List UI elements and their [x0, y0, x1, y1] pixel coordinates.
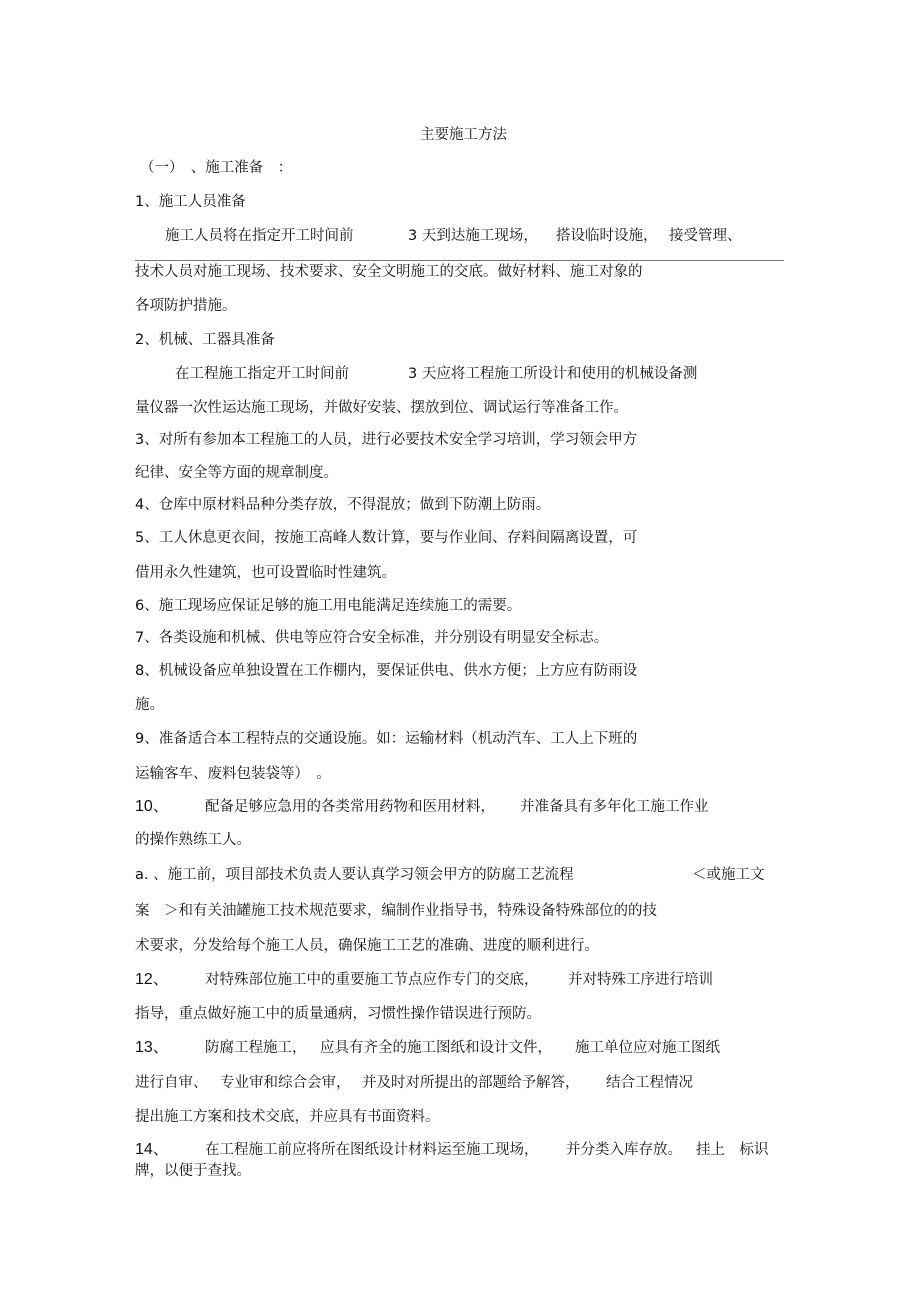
item-9-line-2: 运输客车、废料包装袋等） 。 — [135, 766, 331, 782]
item-9-line-1: 9、准备适合本工程特点的交通设施。如：运输材料（机动汽车、工人上下班的 — [135, 731, 638, 747]
item-8-line-1: 8、机械设备应单独设置在工作棚内，要保证供电、供水方便；上方应有防雨设 — [135, 663, 638, 679]
horizontal-rule — [135, 260, 784, 261]
item-13-line-3: 提出施工方案和技术交底，并应具有书面资料。 — [135, 1109, 440, 1125]
text-segment: 施工人员将在指定开工时间前 — [165, 228, 354, 244]
item-1-heading: 1、施工人员准备 — [135, 194, 246, 210]
item-4-line-1: 4、仓库中原材料品种分类存放，不得混放；做到下防潮上防雨。 — [135, 497, 551, 513]
text-segment: 对特殊部位施工中的重要施工节点应作专门的交底， — [205, 972, 539, 988]
text-segment: 接受管理、 — [669, 228, 742, 244]
item-a-line-3: 术要求，分发给每个施工人员，确保施工工艺的准确、进度的顺利进行。 — [135, 938, 599, 954]
text-segment: 配备足够应急用的各类常用药物和医用材料， — [205, 799, 495, 815]
item-2-heading: 2、机械、工器具准备 — [135, 332, 275, 348]
item-1-line-3: 各项防护措施。 — [135, 298, 237, 314]
item-number: 10、 — [135, 798, 169, 815]
text-segment: a. 、施工前，项目部技术负责人要认真学习领会甲方的防腐工艺流程 — [135, 867, 574, 883]
page-title: 主要施工方法 — [420, 127, 507, 143]
item-8-line-2: 施。 — [135, 697, 164, 713]
item-1-line-2: 技术人员对施工现场、技术要求、安全文明施工的交底。做好材料、施工对象的 — [135, 264, 643, 280]
item-number: 13、 — [135, 1039, 169, 1056]
text-segment: 在工程施工前应将所在图纸设计材料运至施工现场， — [205, 1142, 539, 1158]
item-3-line-1: 3、对所有参加本工程施工的人员，进行必要技术安全学习培训，学习领会甲方 — [135, 432, 638, 448]
item-number: 14、 — [135, 1141, 169, 1158]
text-segment: 防腐工程施工， — [205, 1040, 307, 1056]
text-segment: 并对特殊工序进行培训 — [568, 972, 713, 988]
text-segment: 3 天到达施工现场， — [408, 228, 538, 244]
item-14-line-2: 牌，以便于查找。 — [135, 1163, 251, 1179]
item-6-line-1: 6、施工现场应保证足够的施工用电能满足连续施工的需要。 — [135, 598, 522, 614]
item-number: 12、 — [135, 971, 169, 988]
item-7-line-1: 7、各类设施和机械、供电等应符合安全标准，并分别设有明显安全标志。 — [135, 630, 609, 646]
text-segment: 并及时对所提出的部题给予解答， — [362, 1075, 580, 1091]
item-3-line-2: 纪律、安全等方面的规章制度。 — [135, 465, 338, 481]
text-segment: 挂上 标识 — [696, 1142, 769, 1158]
text-segment: 并准备具有多年化工施工作业 — [520, 799, 709, 815]
text-segment: 施工单位应对施工图纸 — [575, 1040, 720, 1056]
section-heading: （一） 、施工准备 ： — [140, 160, 293, 176]
text-segment: 在工程施工指定开工时间前 — [175, 366, 349, 382]
text-segment: 搭设临时设施， — [556, 228, 658, 244]
item-2-line-2: 量仪器一次性运达施工现场，并做好安装、摆放到位、调试运行等准备工作。 — [135, 400, 628, 416]
item-10-line-2: 的操作熟练工人。 — [135, 832, 251, 848]
text-segment: 并分类入库存放。 — [566, 1142, 682, 1158]
item-12-line-2: 指导，重点做好施工中的质量通病，习惯性操作错误进行预防。 — [135, 1006, 541, 1022]
text-segment: 专业审和综合会审， — [220, 1075, 351, 1091]
item-5-line-1: 5、工人休息更衣间，按施工高峰人数计算，要与作业间、存料间隔离设置，可 — [135, 530, 638, 546]
text-segment: 3 天应将工程施工所设计和使用的机械设备测 — [408, 366, 698, 382]
text-segment: ＜或施工文 — [692, 867, 765, 883]
item-5-line-2: 借用永久性建筑，也可设置临时性建筑。 — [135, 565, 396, 581]
text-segment: 应具有齐全的施工图纸和设计文件， — [320, 1040, 552, 1056]
text-segment: 结合工程情况 — [606, 1075, 693, 1091]
text-segment: 进行自审、 — [135, 1075, 208, 1091]
item-a-line-2: 案 ＞和有关油罐施工技术规范要求，编制作业指导书，特殊设备特殊部位的的技 — [135, 903, 657, 919]
